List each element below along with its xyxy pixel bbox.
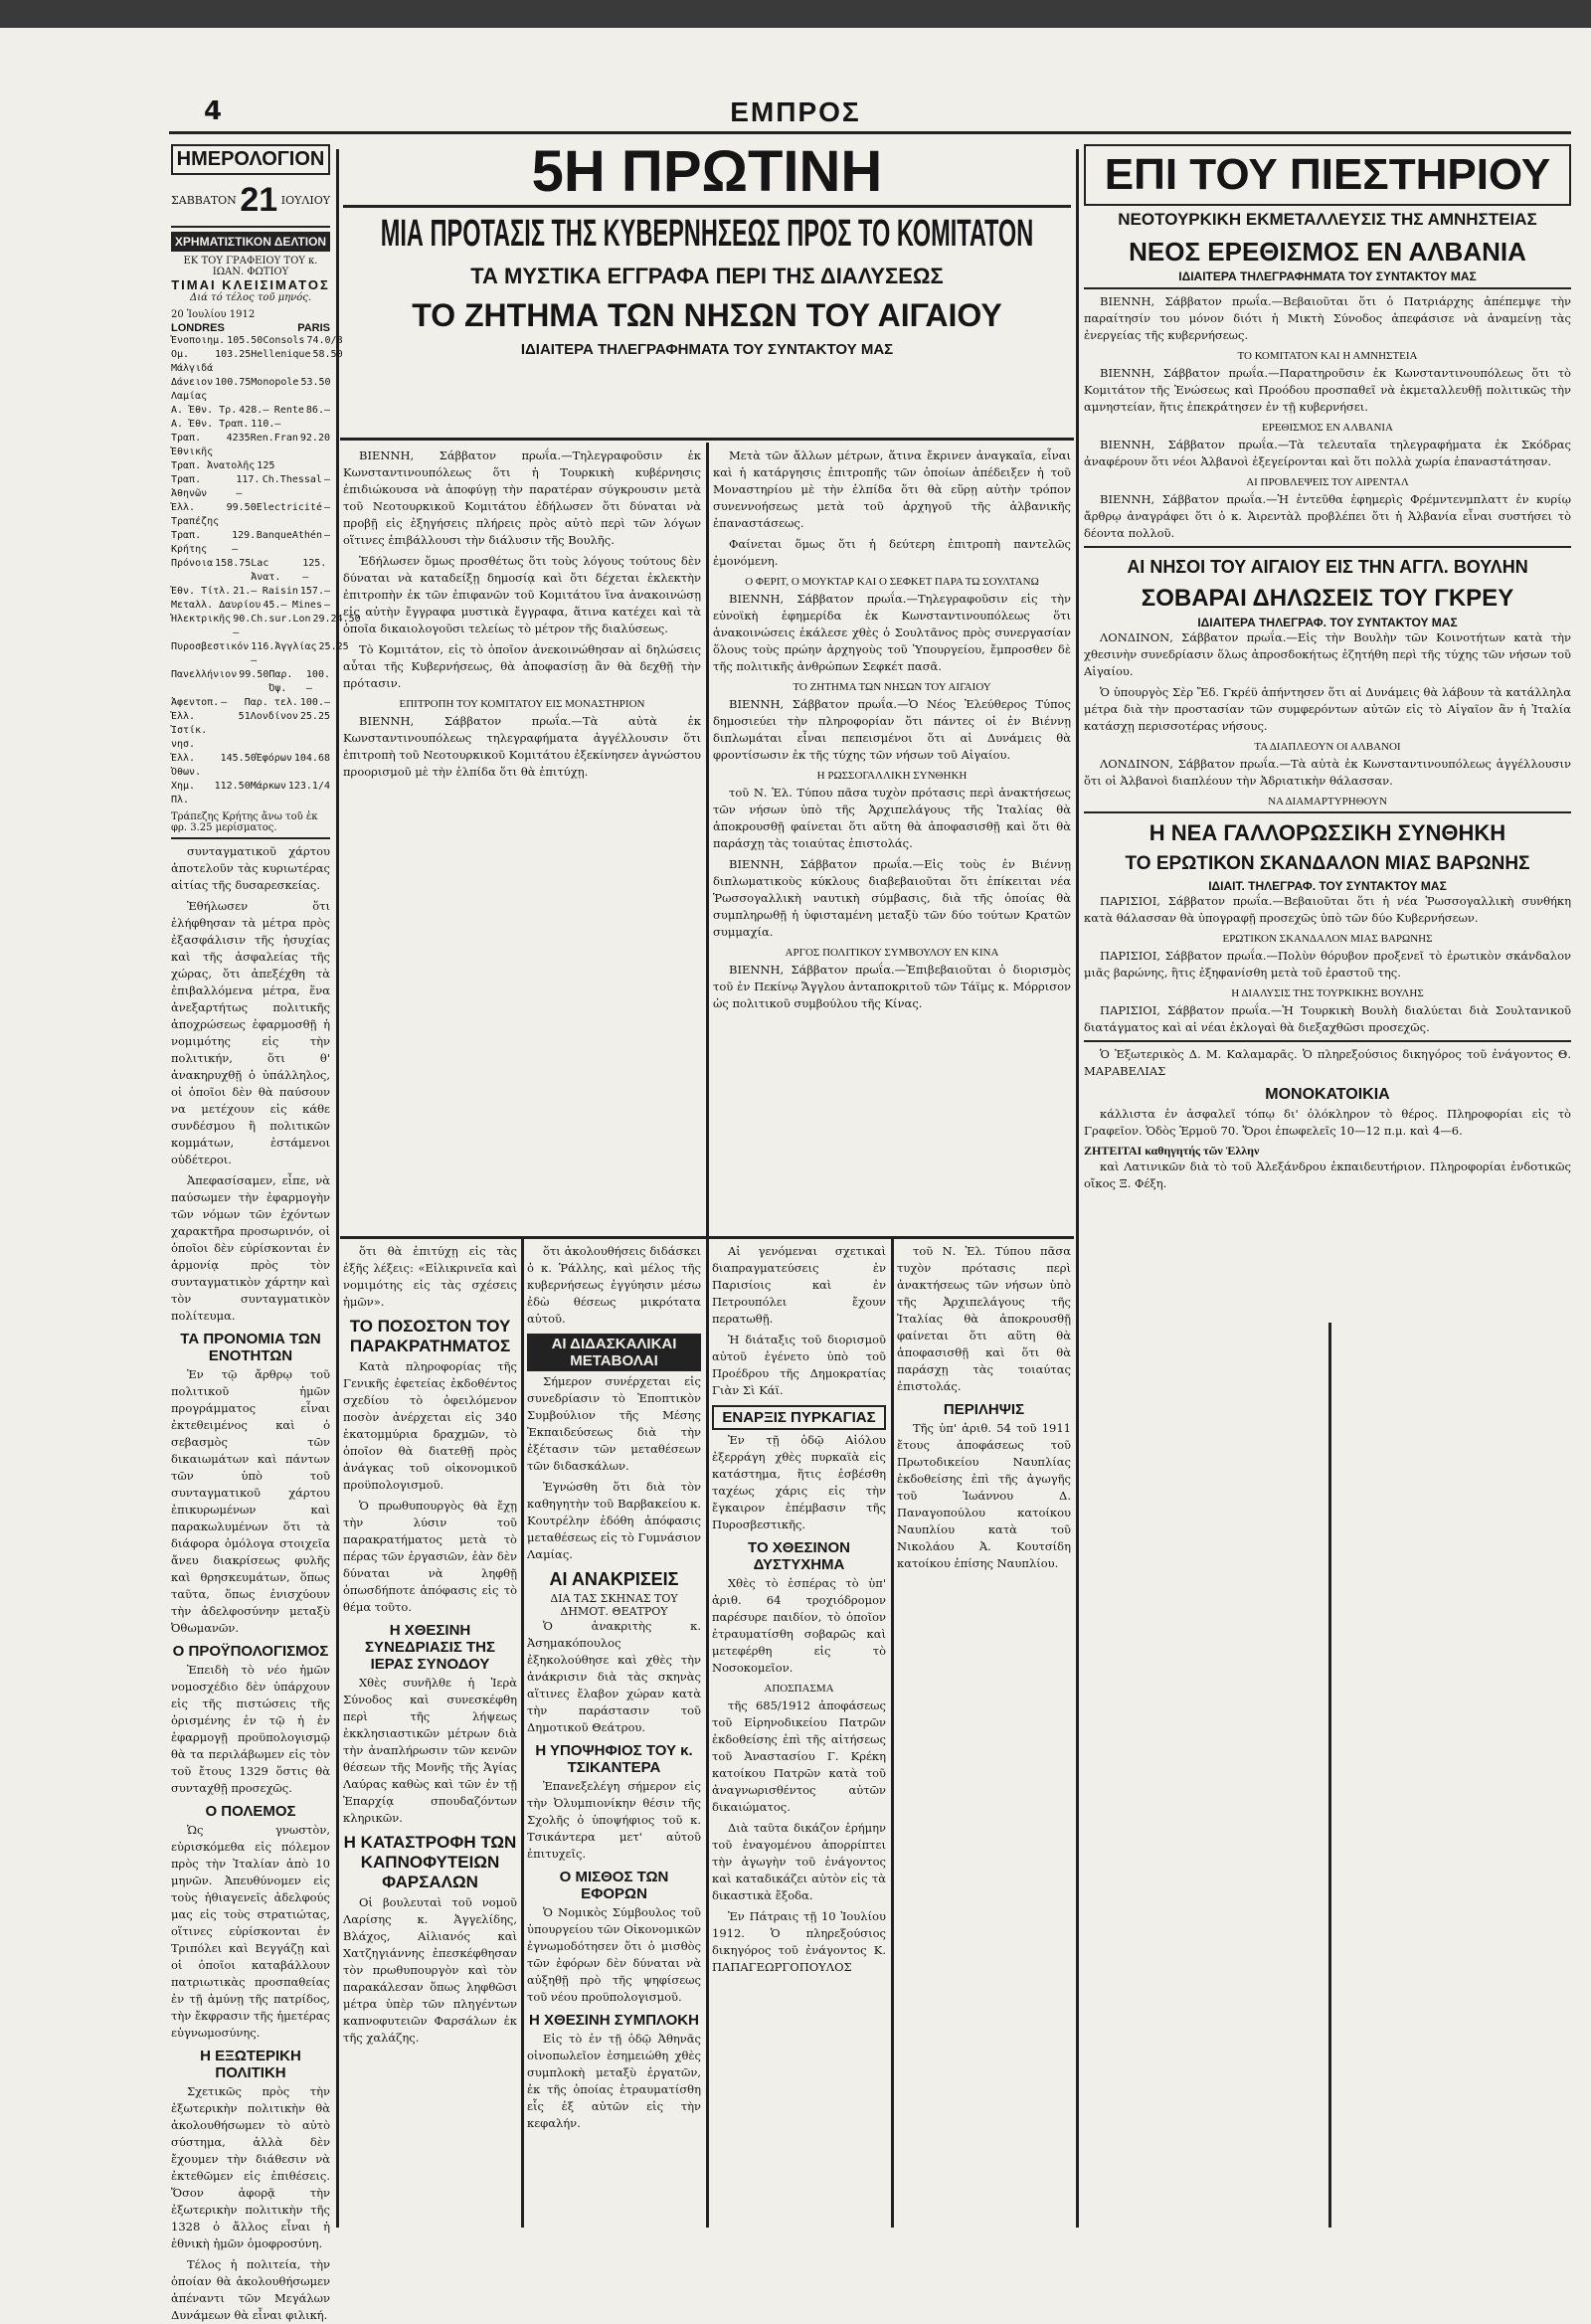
article-paragraph: Αἱ γενόμεναι σχετικαὶ διαπραγματεύσεις ἐν Παρισίοις καὶ ἐν Πετρουπόλει ἔχουν περατωθῇ. bbox=[712, 1244, 886, 1326]
dispatch-label: ΙΔΙΑΙΤΕΡΑ ΤΗΛΕΓΡΑΦΗΜΑΤΑ ΤΟΥ ΣΥΝΤΑΚΤΟΥ ΜΑΣ bbox=[520, 341, 894, 358]
market-foreign-value: 58.50 bbox=[312, 349, 343, 360]
column-rule bbox=[336, 149, 339, 2228]
market-local-value: 103.25 bbox=[215, 349, 252, 360]
market-local-value: 4235 bbox=[226, 433, 251, 444]
article-paragraph: Ὁ ὑπουργὸς Σὲρ Ἔδ. Γκρέϋ ἀπήντησεν ὅτι αἱ Δυνάμεις θὰ λάβουν τὰ κατάλληλα μέτρα διὰ τὴν προστασίαν τῶν συμφερόντων αὐτῶν εἰς τὸ Αἰγαῖον ἂν ἡ Ἰταλία κατάσχῃ περισσοτέρας νήσους. bbox=[1084, 685, 1571, 733]
classified-heading: ΖΗΤΕΙΤΑΙ καθηγητής τῶν Ἑλλην bbox=[1084, 1144, 1260, 1158]
section-heading: ΕΡΕΘΙΣΜΟΣ ΕΝ ΑΛΒΑΝΙΑ bbox=[1262, 422, 1393, 434]
column-rule bbox=[706, 443, 709, 1238]
market-local-value: 51 bbox=[238, 711, 251, 722]
subheadline-large: ΤΟ ΖΗΤΗΜΑ ΤΩΝ ΝΗΣΩΝ ΤΟΥ ΑΙΓΑΙΟΥ bbox=[412, 297, 1002, 333]
market-local-quote: Τραπ. Ἀνατολῆς bbox=[171, 460, 256, 471]
market-prices-label: ΤΙΜΑΙ ΚΛΕΙΣΙΜΑΤΟΣ bbox=[171, 277, 330, 292]
grey-headline: ΣΟΒΑΡΑΙ ΔΗΛΩΣΕΙΣ ΤΟΥ ΓΚΡΕΥ bbox=[1141, 585, 1514, 612]
section-heading: ΤΟ ΖΗΤΗΜΑ ΤΩΝ ΝΗΣΩΝ ΤΟΥ ΑΙΓΑΙΟΥ bbox=[793, 681, 991, 693]
subheadline-large: ΝΕΟΣ ΕΡΕΘΙΣΜΟΣ ΕΝ ΑΛΒΑΝΙΑ bbox=[1129, 237, 1526, 267]
market-foreign-value: — bbox=[323, 600, 330, 611]
market-local-value: 116.— bbox=[251, 641, 275, 666]
section-heading: ΑΙ ΑΝΑΚΡΙΣΕΙΣ bbox=[549, 1569, 679, 1589]
section-heading: Η ΧΘΕΣΙΝΗ ΣΥΜΠΛΟΚΗ bbox=[529, 2012, 699, 2029]
article-paragraph: Ἡ διάταξις τοῦ διορισμοῦ αὐτοῦ ἐγένετο ὑπὸ τοῦ Προέδρου τῆς Δημοκρατίας Γιὰν Σὶ Κάϊ. bbox=[712, 1333, 886, 1397]
market-row bbox=[171, 376, 330, 404]
market-foreign-quote: Παρ. τελ. bbox=[244, 697, 298, 708]
market-foreign-quote: Παρ. Όψ. bbox=[268, 669, 293, 694]
article-paragraph: Ὁ Νομικὸς Σύμβουλος τοῦ ὑπουργείου τῶν Οἰκονομικῶν ἐγνωμοδότησεν ὅτι ὁ μισθὸς τῶν ἐφόρων δὲν δύναται νὰ αὐξηθῇ πρὸ τῆς ψηφίσεως τοῦ νέου προϋπολογισμοῦ. bbox=[527, 1905, 701, 2004]
market-foreign-quote: Rente bbox=[273, 405, 304, 416]
market-foreign-quote: Μάρκων bbox=[250, 781, 286, 792]
article-paragraph: ΒΙΕΝΝΗ, Σάββατον πρωΐα.—Ἡ ἐντεῦθα ἐφημερὶς Φρέμντενμπλαττ ἐν κυρίῳ ἄρθρῳ ἀναγράφει ὅτι ὁ κ. Ἀιρεντὰλ προβλέπει ὅτι ἡ Ἀλβανία εἶναι συστήσει τὸ δέοντα πολλοῦ. bbox=[1084, 492, 1571, 540]
section-heading: ΑΙ ΔΙΔΑΣΚΑΛΙΚΑΙ ΜΕΤΑΒΟΛΑΙ bbox=[527, 1334, 701, 1371]
market-local-value: 117.— bbox=[236, 474, 261, 499]
section-heading: Η ΚΑΤΑΣΤΡΟΦΗ ΤΩΝ ΚΑΠΝΟΦΥΤΕΙΩΝ ΦΑΡΣΑΛΩΝ bbox=[343, 1833, 517, 1891]
article-paragraph: ΛΟΝΔΙΝΟΝ, Σάββατον πρωΐα.—Τὰ αὐτὰ ἐκ Κωνσταντινουπόλεως ἀγγέλλουσιν ὅτι οἱ Ἀλβανοὶ διαπλέουν τὴν Ἀδριατικὴν θάλασσαν. bbox=[1084, 757, 1571, 788]
market-local-quote: Δάνειον Λαμίας bbox=[171, 377, 214, 402]
dispatch-label: ΙΔΙΑΙΤ. ΤΗΛΕΓΡΑΦ. ΤΟΥ ΣΥΝΤΑΚΤΟΥ ΜΑΣ bbox=[1208, 879, 1447, 893]
subheadline: ΤΑ ΜΥΣΤΙΚΑ ΕΓΓΡΑΦΑ ΠΕΡΙ ΤΗΣ ΔΙΑΛΥΣΕΩΣ bbox=[470, 264, 944, 288]
market-note: Διά τό τέλος τοῦ μηνός. bbox=[189, 292, 312, 303]
market-row bbox=[171, 710, 330, 752]
market-foreign-quote: Mines bbox=[291, 600, 322, 611]
section-heading: ΕΠΙΤΡΟΠΗ ΤΟΥ ΚΟΜΙΤΑΤΟΥ ΕΙΣ ΜΟΝΑΣΤΗΡΙΟΝ bbox=[399, 698, 645, 710]
article-paragraph: Ἐν τῷ ἄρθρῳ τοῦ πολιτικοῦ ἡμῶν προγράμματος εἶναι ἐκτεθειμένος καὶ ὁ σεβασμὸς τῶν δικαιωμάτων καὶ πάντων τῶν ὑπὸ τοῦ συνταγματικοῦ χάρτου ἐπικυρωμένων καὶ παρακωλυμένων ὅτι τὰ διάφορα ὁμόλογα στοιχεῖα ἄνευ διακρίσεως φυλῆς καὶ θρησκευμάτων, ὅπως ταῦτα, ὅπως ἐνισχύουν τὴν ἀδελφοσύνην μεταξὺ Ὀθωμανῶν. bbox=[171, 1367, 330, 1635]
market-local-value: 129.— bbox=[232, 530, 257, 555]
market-local-value: 428.— bbox=[239, 405, 269, 416]
article-paragraph: Ὡς γνωστὸν, εὑρισκόμεθα εἰς πόλεμον πρὸς τὴν Ἰταλίαν ἀπὸ 10 μηνῶν. Ἀπευθύνομεν εἰς τοὺς ἡθιαγενεῖς ἀδελφούς μας εἰς τοὺς στρατιώτας, οἵτινες εὑρίσκονται ἐν Τριπόλει καὶ Βεγγάζῃ καὶ οἱ ὁποῖοι καταβάλλουν πατριωτικὰς προσπαθείας ἐν τῇ ἀμύνῃ τῆς πατρίδος, τὴν ἔκφρασιν τῆς ἡμετέρας εὐγνωμοσύνης. bbox=[171, 1823, 330, 2040]
market-foreign-quote: Lac Ἀνατ. bbox=[251, 558, 281, 583]
article-paragraph: Ἐθήλωσεν ὅτι ἐλήφθησαν τὰ μέτρα πρὸς ἐξασφάλισιν τῆς ἡσυχίας καὶ τῆς ἀσφαλείας τῆς χώρας, ὅτι ἀπεξέχθη τὰ ἐπιβαλλόμενα μέτρα, ἕνα ἀνεξαρτήτως πολιτικῆς ἀποχρώσεως ἐφαρμοσθῇ ἡ νομιμότης εἰς τὴν πολιτικήν, ὅτι θ' ἀνακηρυχθῇ ὁ ὑπάλληλος, οἱ ὁποῖοι δὲν θὰ παύσουν να μετέχουν εἰς κάθε συνδέσμου ἢ πολιτικῶν κομμάτων, ἐστάμενοι οὐδέτεροι. bbox=[171, 899, 330, 1166]
article-paragraph: ΒΙΕΝΝΗ, Σάββατον πρωΐα.—Εἰς τοὺς ἐν Βιέννῃ διπλωματικοὺς κύκλους διαβεβαιοῦται ὅτι ἐπίκειται νέα Ῥωσσογαλλικὴ ναυτικὴ σύμβασις, διὰ τῆς ὁποίας θὰ συμπληρωθῇ ἡ ὑφισταμένη μεταξὺ τῶν δύο τούτων Κρατῶν συμμαχία. bbox=[713, 857, 1071, 939]
section-heading: ΕΝΑΡΞΙΣ ΠΥΡΚΑΓΙΑΣ bbox=[712, 1405, 886, 1430]
market-row bbox=[171, 348, 343, 376]
calendar-day-number: 21 bbox=[240, 181, 278, 219]
market-local-quote: Ἐνοποιημ. bbox=[171, 335, 226, 346]
classified-heading: ΜΟΝΟΚΑΤΟΙΚΙΑ bbox=[1265, 1086, 1390, 1103]
press-headline: ΕΠΙ ΤΟΥ ΠΙΕΣΤΗΡΙΟΥ bbox=[1084, 144, 1571, 206]
article-paragraph: Σήμερον συνέρχεται εἰς συνεδρίασιν τὸ Ἐποπτικὸν Συμβούλιον τῆς Μέσης Ἐκπαιδεύσεως διὰ τὴν ἐξέτασιν τῶν μεταθέσεων τῶν διδασκάλων. bbox=[527, 1374, 701, 1473]
section-heading: ΤΑ ΔΙΑΠΛΕΟΥΝ ΟΙ ΑΛΒΑΝΟΙ bbox=[1254, 741, 1401, 753]
article-paragraph: ΒΙΕΝΝΗ, Σάββατον πρωΐα.—Τηλεγραφοῦσιν ἐκ Κωνσταντινουπόλεως ὅτι ἡ Τουρκικὴ κυβέρνησις ἐπιδιώκουσα νὰ ἀποφύγῃ τὴν παρατέραν σύγκρουσιν μετὰ τοῦ Νεοτουρκικοῦ Κομιτάτου ἐδήλωσεν ὅτι δύναται νὰ προβῇ εἰς ἐξηγήσεις πλήρεις πρὸς αὐτὸ περὶ τῶν λόγων οἵτινες ἐπιβάλλουσι τὴν διάλυσιν τῆς Βουλῆς. bbox=[343, 448, 701, 547]
article-paragraph: Μετὰ τῶν ἄλλων μέτρων, ἅτινα ἔκρινεν ἀναγκαῖα, εἶναι καὶ ἡ κατάργησις ἐπιτροπῆς τῶν ὁποίων ἀπέδειξεν ἡ τοῦ Μοναστηρίου μὲ τὴν ἐλπίδα ὅτι θὰ εὕρῃ αὐτὴν τρόπον συνεννοήσεως μετὰ τοῦ ἀρχηγοῦ τῆς ἀλβανικῆς ἐπαναστάσεως. bbox=[713, 448, 1071, 530]
column-rule bbox=[706, 1238, 709, 2228]
market-row bbox=[171, 473, 330, 501]
article-paragraph: Ἐπανεξελέγη σήμερον εἰς τὴν Ὀλυμπιονίκην θέσιν τῆς Σχολῆς ὁ ὑποψήφιος τοῦ κ. Τσικάντερα μετ' αὐτοῦ ἐπιτυχεῖς. bbox=[527, 1779, 701, 1861]
market-foreign-value: 92.20 bbox=[299, 433, 330, 444]
market-row bbox=[171, 334, 343, 348]
market-local-value: 158.75 bbox=[215, 558, 252, 569]
franco-russian-headline: Η ΝΕΑ ΓΑΛΛΟΡΩΣΣΙΚΗ ΣΥΝΘΗΚΗ bbox=[1149, 820, 1506, 845]
section-heading: ΤΑ ΠΡΟΝΟΜΙΑ ΤΩΝ ΕΝΟΤΗΤΩΝ bbox=[180, 1331, 321, 1364]
main-headline-block bbox=[343, 139, 1071, 438]
market-foreign-quote: Monopole bbox=[251, 377, 299, 388]
section-heading: Η ΔΙΑΛΥΣΙΣ ΤΗΣ ΤΟΥΡΚΙΚΗΣ ΒΟΥΛΗΣ bbox=[1231, 987, 1424, 999]
article-paragraph: Ὁ Ἐξωτερικὸς Δ. Μ. Καλαμαρᾶς. Ὁ πληρεξούσιος δικηγόρος τοῦ ἐνάγοντος Θ. ΜΑΡΑΒΕΛΙΑΣ bbox=[1084, 1047, 1571, 1078]
market-row bbox=[171, 696, 330, 710]
market-local-value: 21.— bbox=[233, 586, 258, 597]
market-foreign-quote: Ἐφόρων bbox=[256, 753, 292, 764]
market-foreign-value: 29.24.50 bbox=[312, 614, 361, 625]
market-row bbox=[171, 780, 330, 807]
market-local-quote: Ομ. Μάλγιδά bbox=[171, 349, 214, 374]
article-paragraph: Ἀπεφασίσαμεν, εἶπε, νὰ παύσωμεν τὴν ἐφαρμογὴν τῶν νόμων τῶν ἐχόντων χαρακτῆρα προσωρινόν, οἱ ὁποῖοι δὲν εὑρίσκονται ἐν ἁρμονίᾳ πρὸς τὸν συνταγματικὸν χάρτην καὶ τὸν συνταγματικὸν πολίτευμα. bbox=[171, 1173, 330, 1323]
market-foreign-value: 125.— bbox=[302, 558, 327, 583]
centre-right-column bbox=[713, 447, 1071, 1233]
market-foreign-value: 100.— bbox=[305, 669, 330, 694]
market-foreign-quote: Consols bbox=[263, 335, 305, 346]
section-heading: Η ΕΞΩΤΕΡΙΚΗ ΠΟΛΙΤΙΚΗ bbox=[200, 2048, 301, 2081]
calendar-month: ΙΟΥΛΙΟΥ bbox=[280, 194, 330, 207]
market-foreign-value: — bbox=[323, 502, 330, 513]
section-heading: ΝΑ ΔΙΑΜΑΡΤΥΡΗΘΟΥΝ bbox=[1268, 796, 1387, 807]
market-foreign-value: 86.— bbox=[305, 405, 330, 416]
market-row bbox=[171, 613, 361, 640]
article-paragraph: ΒΙΕΝΝΗ, Σάββατον πρωΐα.—Ἐπιβεβαιοῦται ὁ διορισμὸς τοῦ ἐν Πεκίνῳ Ἄγγλου ἀνταποκριτοῦ τῶν Τάϊμς κ. Μόρρισον ὡς πολιτικοῦ συμβούλου τῆς Κίνας. bbox=[713, 963, 1071, 1010]
article-paragraph: ΒΙΕΝΝΗ, Σάββατον πρωΐα.—Τὰ τελευταῖα τηλεγραφήματα ἐκ Σκόδρας ἀναφέρουν ὅτι νέοι Ἀλβανοὶ ἐξεγείρονται καὶ ὅτι πολλὰ χωρία ἐπαναστάτησαν. bbox=[1084, 438, 1571, 468]
market-foreign-quote: Hellenique bbox=[251, 349, 311, 360]
market-local-value: 125 bbox=[257, 460, 275, 471]
lower-column-1 bbox=[343, 1243, 517, 2228]
article-paragraph: Εἰς τὸ ἐν τῇ ὁδῷ Ἀθηνᾶς οἰνοπωλεῖον ἐσημειώθη χθὲς συμπλοκὴ μεταξὺ ἐργατῶν, ἐκ τῆς ὁποίας ἐτραυματίσθη εἷς ἐξ αὐτῶν εἰς τὴν κεφαλήν. bbox=[527, 2032, 701, 2130]
article-paragraph: Ἐγνώσθη ὅτι διὰ τὸν καθηγητὴν τοῦ Βαρβακείου κ. Κουτρέλην ἐδόθη ἀπόφασις μεταθέσεως εἰς τὸ Γυμνάσιον Λαμίας. bbox=[527, 1480, 701, 1561]
market-title: ΧΡΗΜΑΤΙΣΤΙΚΟΝ ΔΕΛΤΙΟΝ bbox=[171, 232, 330, 252]
column-rule bbox=[891, 1238, 894, 2228]
article-paragraph: Ὁ πρωθυπουργὸς θὰ ἔχῃ τὴν λύσιν τοῦ παρακρατήματος μετὰ τὸ πέρας τῶν ἐργασιῶν, ἐὰν δὲν δύναται νὰ ληφθῇ ὁπωσδήποτε ἀπόφασις εἰς τὸ θέμα τοῦτο. bbox=[343, 1499, 517, 1614]
article-paragraph: Χθὲς συνῆλθε ἡ Ἱερὰ Σύνοδος καὶ συνεσκέφθη περὶ τῆς λήψεως ἐκκλησιαστικῶν μέτρων διὰ τὴν ἀναπλήρωσιν τῶν κενῶν θέσεων τῆς Μονῆς τῆς Ἁγίας Λαύρας καθὼς καὶ τῶν ἐν τῇ Ἐπαρχίᾳ σπουδαζόντων κληρικῶν. bbox=[343, 1676, 517, 1825]
market-local-quote: Μεταλλ. Δαυρίου bbox=[171, 600, 262, 611]
market-foreign-value: — bbox=[323, 530, 330, 541]
article-paragraph: συνταγματικοῦ χάρτου ἀποτελοῦν τὰς κυριωτέρας αἰτίας τῆς δυσαρεσκείας. bbox=[171, 844, 330, 892]
column-rule bbox=[521, 1238, 524, 2228]
scan-top-border bbox=[0, 0, 1591, 28]
article-paragraph: τοῦ Ν. Ἐλ. Τύπου πᾶσα τυχὸν πρότασις περὶ ἀνακτήσεως τῶν νήσων ὑπὸ τῆς Ἀρχιπελάγους τῆς Ἰταλίας θὰ ἀποκρουσθῇ φαίνεται ὅτι αὕτη θὰ ἀποφασισθῇ καὶ ὅτι θὰ παράσχῃ τὰς τοιαύτας ἐπιστολάς. bbox=[713, 786, 1071, 850]
market-local-quote: Α. Ἐθν. Τρ. bbox=[171, 405, 238, 416]
section-subheading: ΔΙΑ ΤΑΣ ΣΚΗΝΑΣ ΤΟΥ ΔΗΜΟΤ. ΘΕΑΤΡΟΥ bbox=[550, 1592, 678, 1618]
article-paragraph: ΠΑΡΙΣΙΟΙ, Σάββατον πρωΐα.—Βεβαιοῦται ὅτι ἡ νέα Ῥωσσογαλλικὴ συνθήκη κατὰ θάλασσαν θὰ ὑπογραφῇ προσεχῶς ὑπὸ τῶν δύο Κυβερνήσεων. bbox=[1084, 894, 1571, 925]
article-paragraph: τοῦ Ν. Ἐλ. Τύπου πᾶσα τυχὸν πρότασις περὶ ἀνακτήσεως τῶν νήσων ὑπὸ τῆς Ἀρχιπελάγους τῆς Ἰταλίας θὰ ἀποκρουσθῇ φαίνεται ὅτι αὕτη θὰ ἀποφασισθῇ καὶ ὅτι θὰ παράσχῃ τὰς τοιαύτας ἐπιστολάς. bbox=[897, 1244, 1071, 1393]
article-paragraph: ΒΙΕΝΝΗ, Σάββατον πρωΐα.—Τηλεγραφοῦσιν εἰς τὴν εὐνοϊκὴ ἐφημερίδα ἐκ Κωνσταντινουπόλεως ὅτι ἀνακοινώσεις ἐκάλεσε χθὲς ὁ Σουλτᾶνος πρὸς συνεργασίαν ὅλους τοὺς πρώην ἀρχηγοὺς τοῦ Ὑπουργείου, ἔμπροσθεν δὲ τῆς πολιτικῆς ἀνθρώπων Σεφκέτ πασᾶ. bbox=[713, 592, 1071, 673]
section-rule bbox=[340, 1236, 1074, 1239]
market-local-value: 112.50 bbox=[214, 781, 251, 792]
market-foreign-quote: Electricité bbox=[256, 502, 322, 513]
market-paris-label: PARIS bbox=[297, 322, 330, 334]
baroness-headline: ΤΟ ΕΡΩΤΙΚΟΝ ΣΚΑΝΔΑΛΟΝ ΜΙΑΣ ΒΑΡΩΝΗΣ bbox=[1125, 853, 1530, 874]
section-heading: ΑΠΟΣΠΑΣΜΑ bbox=[764, 1683, 834, 1695]
section-heading: ΑΙ ΠΡΟΒΛΕΨΕΙΣ ΤΟΥ ΑΙΡΕΝΤΑΛ bbox=[1246, 476, 1409, 488]
newspaper-title: ΕΜΠΡΟΣ bbox=[730, 96, 861, 127]
article-paragraph: ΛΟΝΔΙΝΟΝ, Σάββατον πρωΐα.—Εἰς τὴν Βουλὴν τῶν Κοινοτήτων κατὰ τὴν χθεσινὴν συνεδρίασιν ὅλως ἀπροσδοκήτως ἐζητήθη περὶ τῆς τύχης τῶν νήσων τοῦ Αἰγαίου. bbox=[1084, 630, 1571, 678]
market-local-value: 99.50 bbox=[239, 669, 269, 680]
subheadline: ΝΕΟΤΟΥΡΚΙΚΗ ΕΚΜΕΤΑΛΛΕΥΣΙΣ ΤΗΣ ΑΜΝΗΣΤΕΙΑΣ bbox=[1118, 210, 1537, 229]
page-number: 4 bbox=[204, 96, 223, 126]
market-foreign-quote: BanqueAthén bbox=[256, 530, 322, 541]
market-foreign-quote: Raisin bbox=[262, 586, 298, 597]
left-column bbox=[171, 144, 361, 2322]
classified-text: κάλλιστα ἐν ἀσφαλεῖ τόπῳ δι' ὁλόκληρον τὸ θέρος. Πληροφορίαι εἰς τὸ Γραφεῖον. Ὁδὸς Ἑρμοῦ 70. Ὅροι ἐπωφελεῖς 10—12 π.μ. καὶ 4—6. bbox=[1084, 1107, 1571, 1138]
section-heading: Η ΧΘΕΣΙΝΗ ΣΥΝΕΔΡΙΑΣΙΣ ΤΗΣ ΙΕΡΑΣ ΣΥΝΟΔΟΥ bbox=[365, 1622, 495, 1673]
article-paragraph: Ἐδήλωσεν ὅμως προσθέτως ὅτι τοὺς λόγους τούτους δὲν δύναται νὰ καταδείξῃ δημοσίᾳ καὶ ὅτι δέχεται ἐκλεκτὴν ἐπιτροπὴν ἐκ τῶν ἐπιφανῶν τοῦ Κομιτάτου ἵνα ἀνακοινώσῃ εἰς αὐτὴν ἔγγραφα μυστικὰ ἔγγραφα, ἅτινα κατέχει καὶ τὰ ὁποῖα δικαιολογοῦσι τελείως τὸ μέτρον τῆς διαλύσεως. bbox=[343, 554, 701, 635]
market-local-quote: Ἀφεντοπ. bbox=[171, 697, 220, 708]
market-row bbox=[171, 432, 330, 459]
market-row bbox=[171, 557, 330, 585]
article-paragraph: Χθὲς τὸ ἑσπέρας τὸ ὑπ' ἀριθ. 64 τροχιόδρομον παρέσυρε παιδίον, τὸ ὁποῖον ἐτραυματίσθη σοβαρῶς καὶ μετεφέρθη εἰς τὸ Νοσοκομεῖον. bbox=[712, 1576, 886, 1675]
article-paragraph: Φαίνεται ὅμως ὅτι ἡ δεύτερη ἐπιτροπὴ παντελῶς ἐμονόμενη. bbox=[713, 537, 1071, 568]
article-paragraph: ὅτι θὰ ἐπιτύχῃ εἰς τὰς ἐξῆς λέξεις: «Εἰλικρινεῖα καὶ νομιμότης εἰς τὰς σχέσεις ἡμῶν». bbox=[343, 1244, 517, 1309]
market-local-value: 90.— bbox=[233, 614, 252, 638]
market-row bbox=[171, 418, 330, 432]
market-foreign-quote: Λονδίνον bbox=[250, 711, 298, 722]
article-paragraph: Κατὰ πληροφορίας τῆς Γενικῆς ἐφετείας ἐκδοθέντος σχεδίου τὸ ὀφειλόμενον ποσὸν ἀνέρχεται εἰς 340 ἑκατομμύρια δραχμῶν, τὸ ὁποῖον θὰ διατεθῇ πρὸς ἀνάγκας τοῦ οἰκονομικοῦ προϋπολογισμοῦ. bbox=[343, 1359, 517, 1492]
market-foreign-value: 74.0/8 bbox=[306, 335, 343, 346]
article-paragraph: Τέλος ἡ πολιτεία, τὴν ὁποίαν θὰ ἀκολουθήσωμεν ἀπέναντι τῶν Μεγάλων Δυνάμεων θὰ εἶναι φιλική. bbox=[171, 2257, 330, 2322]
market-foreign-quote: Ἀγγλίας bbox=[274, 641, 317, 652]
market-local-quote: Τραπ. Ἀθηνῶν bbox=[171, 474, 208, 499]
article-paragraph: Διὰ ταῦτα δικάζον ἐρήμην τοῦ ἐναγομένου ἀπορρίπτει τὴν ἀγωγὴν τοῦ ἐνάγοντος καὶ καταδικάζει αὐτὸν εἰς τὰ δικαστικὰ ἔξοδα. bbox=[712, 1821, 886, 1902]
section-heading: ΤΟ ΧΘΕΣΙΝΟΝ ΔΥΣΤΥΧΗΜΑ bbox=[748, 1539, 850, 1573]
section-heading: ΠΕΡΙΛΗΨΙΣ bbox=[943, 1401, 1025, 1418]
market-local-quote: Πρόνοια bbox=[171, 558, 214, 569]
lower-column-3 bbox=[712, 1243, 886, 2228]
market-table bbox=[171, 334, 361, 807]
market-foreign-value: 104.68 bbox=[293, 753, 330, 764]
market-local-value: — bbox=[221, 697, 228, 708]
market-local-value: 105.50 bbox=[227, 335, 264, 346]
market-local-value: 100.75 bbox=[215, 377, 252, 388]
market-row bbox=[171, 640, 349, 668]
market-local-quote: Χημ. Πλ. bbox=[171, 781, 196, 805]
calendar-date bbox=[171, 181, 330, 220]
market-london-label: LONDRES bbox=[171, 322, 225, 334]
section-heading: ΤΟ ΠΟΣΟΣΤΟΝ ΤΟΥ ΠΑΡΑΚΡΑΤΗΜΑΤΟΣ bbox=[349, 1317, 511, 1355]
market-local-quote: Α. Ἐθν. Τραπ. bbox=[171, 419, 250, 430]
market-foreign-value: 53.50 bbox=[300, 377, 331, 388]
article-paragraph: Τῆς ὑπ' ἀριθ. 54 τοῦ 1911 ἔτους ἀποφάσεως τοῦ Πρωτοδικείου Ναυπλίας ἐκδοθείσης ἐπὶ τῆς ἀγωγῆς τοῦ Ἰωάννου Δ. Παναγοπούλου κατοίκου Ναυπλίου κατὰ τοῦ Νικολάου Ἀ. Κουτσίδη κατοίκου ἐπίσης Ναυπλίου. bbox=[897, 1421, 1071, 1570]
market-foreign-quote: Ch.Thessal bbox=[262, 474, 322, 485]
right-column bbox=[1084, 144, 1571, 2228]
market-local-quote: Ἑλλ. Ὀθων. bbox=[171, 753, 202, 778]
market-local-value: 145.50 bbox=[220, 753, 257, 764]
market-foreign-value: 25.25 bbox=[318, 641, 349, 652]
article-paragraph: Σχετικῶς πρὸς τὴν ἐξωτερικὴν πολιτικὴν θὰ ἀκολουθήσωμεν τὸ αὐτὸ σύστημα, ἀλλὰ δὲν ἔχουμεν τὴν διάθεσιν νὰ ἐκτεθῶμεν εἰς ἐπιθέσεις. Ὅσον ἀφορᾷ τὴν ἐξωτερικὴν πολιτικὴν τῆς 1328 ὁ ἄλλος εἶναι ἡ ἐθνικὴ ἡμῶν ὁμοφροσύνη. bbox=[171, 2084, 330, 2250]
article-paragraph: Ὁ ἀνακριτὴς κ. Ἀσημακόπουλος ἐξηκολούθησε καὶ χθὲς τὴν ἀνάκρισιν διὰ τὰς σκηνὰς αἵτινες ἔλαβον χώραν κατὰ τὴν παράστασιν τοῦ Δημοτικοῦ Θεάτρου. bbox=[527, 1619, 701, 1734]
article-paragraph: ΒΙΕΝΝΗ, Σάββατον πρωΐα.—Βεβαιοῦται ὅτι ὁ Πατριάρχης ἀπέπεμψε τὴν παραίτησίν του μόνον διότι ἡ Μικτὴ Σύνοδος ἀπεφάσισε νὰ ἀναμείνῃ τὰς ἐνεργείας τῆς κυβερνήσεως. bbox=[1084, 294, 1571, 342]
article-paragraph: Ἐπειδὴ τὸ νέο ἡμῶν νομοσχέδιο δὲν ὑπάρχουν εἰς τῆς πιστώσεις τῆς ὁρισμένης ἐν τῷ ἡ ἐν ἐφαρμογῇ προϋπολογισμῷ θὰ τα περιλάβωμεν εἰς τὸν τοῦ ἔτους 1329 ὅστις θὰ συνταχθῇ προσεχῶς. bbox=[171, 1663, 330, 1795]
dispatch-label: ΙΔΙΑΙΤΕΡΑ ΤΗΛΕΓΡΑΦ. ΤΟΥ ΣΥΝΤΑΚΤΟΥ ΜΑΣ bbox=[1197, 616, 1458, 629]
market-local-quote: Ἑλλ. Τραπέζης bbox=[171, 502, 220, 527]
market-local-quote: Ἐθν. Τίτλ. bbox=[171, 586, 232, 597]
calendar-day: ΣΑΒΒΑΤΟΝ bbox=[171, 194, 237, 207]
market-source: ΕΚ ΤΟΥ ΓΡΑΦΕΙΟΥ ΤΟΥ κ. ΙΩΑΝ. ΦΩΤΙΟΥ bbox=[183, 256, 318, 277]
article-paragraph: τῆς 685/1912 ἀποφάσεως τοῦ Εἰρηνοδικείου Πατρῶν ἐκδοθείσης ἐπὶ τῆς αἰτήσεως τοῦ Ἀναστασίου Γ. Κρέκη κατοίκου Πατρῶν κατὰ τοῦ ἀναγνωρισθέντος αὐτῶν δικαιώματος. bbox=[712, 1698, 886, 1814]
market-local-value: 99.50 bbox=[226, 502, 257, 513]
market-foreign-value: 25.25 bbox=[299, 711, 330, 722]
market-row bbox=[171, 501, 330, 529]
section-heading: Ο ΠΡΟΫΠΟΛΟΓΙΣΜΟΣ bbox=[172, 1643, 329, 1660]
edition-headline: 5Η ΠΡΩΤΙΝΗ bbox=[531, 139, 883, 204]
section-heading: Η ΡΩΣΣΟΓΑΛΛΙΚΗ ΣΥΝΘΗΚΗ bbox=[816, 770, 968, 782]
section-heading: Ο ΠΟΛΕΜΟΣ bbox=[205, 1803, 296, 1820]
market-row bbox=[171, 752, 330, 780]
market-foreign-value: — bbox=[323, 474, 330, 485]
article-paragraph: Ἐν Πάτραις τῇ 10 Ἰουλίου 1912. Ὁ πληρεξούσιος δικηγόρος τοῦ ἐνάγοντος Κ. ΠΑΠΑΓΕΩΡΓΟΠΟΥΛΟΣ bbox=[712, 1909, 886, 1974]
market-row bbox=[171, 529, 330, 557]
market-foreign-quote: Ren.Fran bbox=[250, 433, 298, 444]
headline-rule bbox=[340, 438, 1074, 441]
dispatch-label: ΙΔΙΑΙΤΕΡΑ ΤΗΛΕΓΡΑΦΗΜΑΤΑ ΤΟΥ ΣΥΝΤΑΚΤΟΥ ΜΑΣ bbox=[1178, 269, 1477, 283]
market-local-quote: Τραπ. Κρήτης bbox=[171, 530, 208, 555]
market-row bbox=[171, 404, 330, 418]
market-foreign-value: 157.— bbox=[299, 586, 330, 597]
lower-column-2 bbox=[527, 1243, 701, 2228]
article-paragraph: ΒΙΕΝΝΗ, Σάββατον πρωΐα.—Παρατηροῦσιν ἐκ Κωνσταντινουπόλεως ὅτι τὸ Κομιτάτον τῆς Ἑνώσεως καὶ Προόδου προσπαθεῖ νὰ ἐκμεταλλευθῇ πολιτικῶς τὴν αμνηστείαν, ἥτις ἐπεκράτησεν ἐν τῇ κυβερνήσει. bbox=[1084, 366, 1571, 414]
section-heading: ΕΡΩΤΙΚΟΝ ΣΚΑΝΔΑΛΟΝ ΜΙΑΣ ΒΑΡΩΝΗΣ bbox=[1222, 933, 1433, 945]
market-foreign-value: 123.1/4 bbox=[287, 781, 330, 792]
market-foreign-quote: Ch.sur.Lon bbox=[251, 614, 311, 625]
market-row bbox=[171, 668, 330, 696]
market-local-quote: Ἑλλ. Ἰστίκ. νησ. bbox=[171, 711, 208, 750]
section-heading: Ο ΜΙΣΘΟΣ ΤΩΝ ΕΦΟΡΩΝ bbox=[559, 1869, 669, 1902]
article-paragraph: Τὸ Κομιτάτον, εἰς τὸ ὁποῖον ἀνεκοινώθησαν αἱ δηλώσεις αὗται τῆς Κυβερνήσεως, θὰ ἀποφασίσῃ ἂν θὰ δεχθῇ τὴν πρότασιν. bbox=[343, 642, 701, 690]
column-rule bbox=[1076, 149, 1079, 2228]
article-paragraph: Οἱ βουλευταὶ τοῦ νομοῦ Λαρίσης κ. Ἀγγελίδης, Βλάχος, Αἰλιανός καὶ Χατζηγιάννης ἐπεσκέφθησαν τὸν πρωθυπουργὸν καὶ τὸν παρακάλεσαν ὅπως ληφθῶσι μέτρα ὑπὲρ τῶν πληγέντων καπνοφυτειῶν Φαρσάλων ἐκ τῆς χαλάζης. bbox=[343, 1895, 517, 2045]
article-paragraph: ΠΑΡΙΣΙΟΙ, Σάββατον πρωΐα.—Πολὺν θόρυβον προξενεῖ τὸ ἐρωτικὸν σκάνδαλον μιᾶς βαρώνης, ἣτις ἐξηφανίσθη μετὰ τοῦ ἐραστοῦ της. bbox=[1084, 949, 1571, 980]
market-row bbox=[171, 585, 330, 599]
section-heading: ΑΡΓΟΣ ΠΟΛΙΤΙΚΟΥ ΣΥΜΒΟΥΛΟΥ ΕΝ ΚΙΝΑ bbox=[785, 947, 999, 959]
market-local-quote: Πανελλήνιον bbox=[171, 669, 238, 680]
aegean-headline: ΑΙ ΝΗΣΟΙ ΤΟΥ ΑΙΓΑΙΟΥ ΕΙΣ ΤΗΝ ΑΓΓΛ. ΒΟΥΛΗΝ bbox=[1127, 557, 1528, 577]
banner-headline: ΜΙΑ ΠΡΟΤΑΣΙΣ ΤΗΣ ΚΥΒΕΡΝΗΣΕΩΣ ΠΡΟΣ ΤΟ ΚΟΜΙΤΑΤΟΝ bbox=[380, 213, 1034, 255]
section-heading: Η ΥΠΟΨΗΦΙΟΣ ΤΟΥ κ. ΤΣΙΚΑΝΤΕΡΑ bbox=[535, 1742, 693, 1776]
market-local-quote: Ἠλεκτρικῆς bbox=[171, 614, 232, 625]
market-local-value: 110.— bbox=[251, 419, 281, 430]
centre-left-column bbox=[343, 447, 701, 1233]
market-row bbox=[171, 459, 330, 473]
article-paragraph: ΒΙΕΝΝΗ, Σάββατον πρωΐα.—Τὰ αὐτὰ ἐκ Κωνσταντινουπόλεως τηλεγραφήματα ἀγγέλλουσιν ὅτι ἐπιτροπὴ τοῦ Νεοτουρκικοῦ Κομιτάτου ἐξεκίνησεν ἀγνώστου προορισμοῦ μὲ τὴν ἐλπίδα ὅτι θὰ ἐπιτύχῃ. bbox=[343, 714, 701, 779]
market-date: 20 Ἰουλίου 1912 bbox=[171, 309, 256, 320]
market-row bbox=[171, 599, 330, 613]
market-foreign-value: 100.— bbox=[299, 697, 330, 708]
classified-text: καὶ Λατινικῶν διὰ τὸ τοῦ Ἀλεξάνδρου ἐκπαιδευτήριον. Πληροφορίαι ἐνδοτικῶς οἴκος Ξ. Φέξη. bbox=[1084, 1160, 1571, 1190]
market-footnote: Τράπεζης Κρήτης ἄνω τοῦ ἐκ φρ. 3.25 μερίσματος. bbox=[171, 811, 318, 833]
market-local-quote: Πυροσβεστικόν bbox=[171, 641, 250, 652]
section-heading: Ο ΦΕΡΙΤ, Ο ΜΟΥΚΤΑΡ ΚΑΙ Ο ΣΕΦΚΕΤ ΠΑΡΑ ΤΩ ΣΟΥΛΤΑΝΩ bbox=[745, 576, 1039, 588]
lower-column-4 bbox=[897, 1243, 1071, 2228]
article-paragraph: ΒΙΕΝΝΗ, Σάββατον πρωΐα.—Ὁ Νέος Ἐλεύθερος Τύπος δημοσιεύει τὴν πληροφορίαν ὅτι πάντες οἱ ἐν Βιέννῃ διπλωμάται εἶναι πεπεισμένοι ὅτι αἱ Δυνάμεις θὰ φροντίσωσιν ἐκ τῆς τύχης τῶν νήσων τοῦ Αἰγαίου. bbox=[713, 697, 1071, 762]
article-paragraph: ὅτι ἀκολουθήσεις διδάσκει ὁ κ. Ῥάλλης, καὶ μέλος τῆς κυβερνήσεως ἐγγύησιν μέσω ἐδὼ θέσεως μικρότατα αὐτοῦ. bbox=[527, 1244, 701, 1326]
calendar-heading: ΗΜΕΡΟΛΟΓΙΟΝ bbox=[171, 144, 330, 175]
article-paragraph: Ἐν τῇ ὁδῷ Αἰόλου ἐξερράγη χθὲς πυρκαϊὰ εἰς κατάστημα, ἥτις ἐσβέσθη ταχέως χάρις εἰς τὴν ἔγκαιρον ἐπέμβασιν τῆς Πυροσβεστικῆς. bbox=[712, 1433, 886, 1531]
article-paragraph: ΠΑΡΙΣΙΟΙ, Σάββατον πρωΐα.—Ἡ Τουρκικὴ Βουλὴ διαλύεται διὰ Σουλτανικοῦ διατάγματος καὶ αἱ νέαι ἐκλογαὶ θὰ διεξαχθῶσι προσεχῶς. bbox=[1084, 1003, 1571, 1034]
section-heading: ΤΟ ΚΟΜΙΤΑΤΟΝ ΚΑΙ Η ΑΜΝΗΣΤΕΙΑ bbox=[1237, 350, 1418, 362]
market-local-value: 45.— bbox=[263, 600, 287, 611]
market-local-quote: Τραπ. Ἐθνικῆς bbox=[171, 433, 214, 457]
top-rule bbox=[169, 131, 1571, 134]
